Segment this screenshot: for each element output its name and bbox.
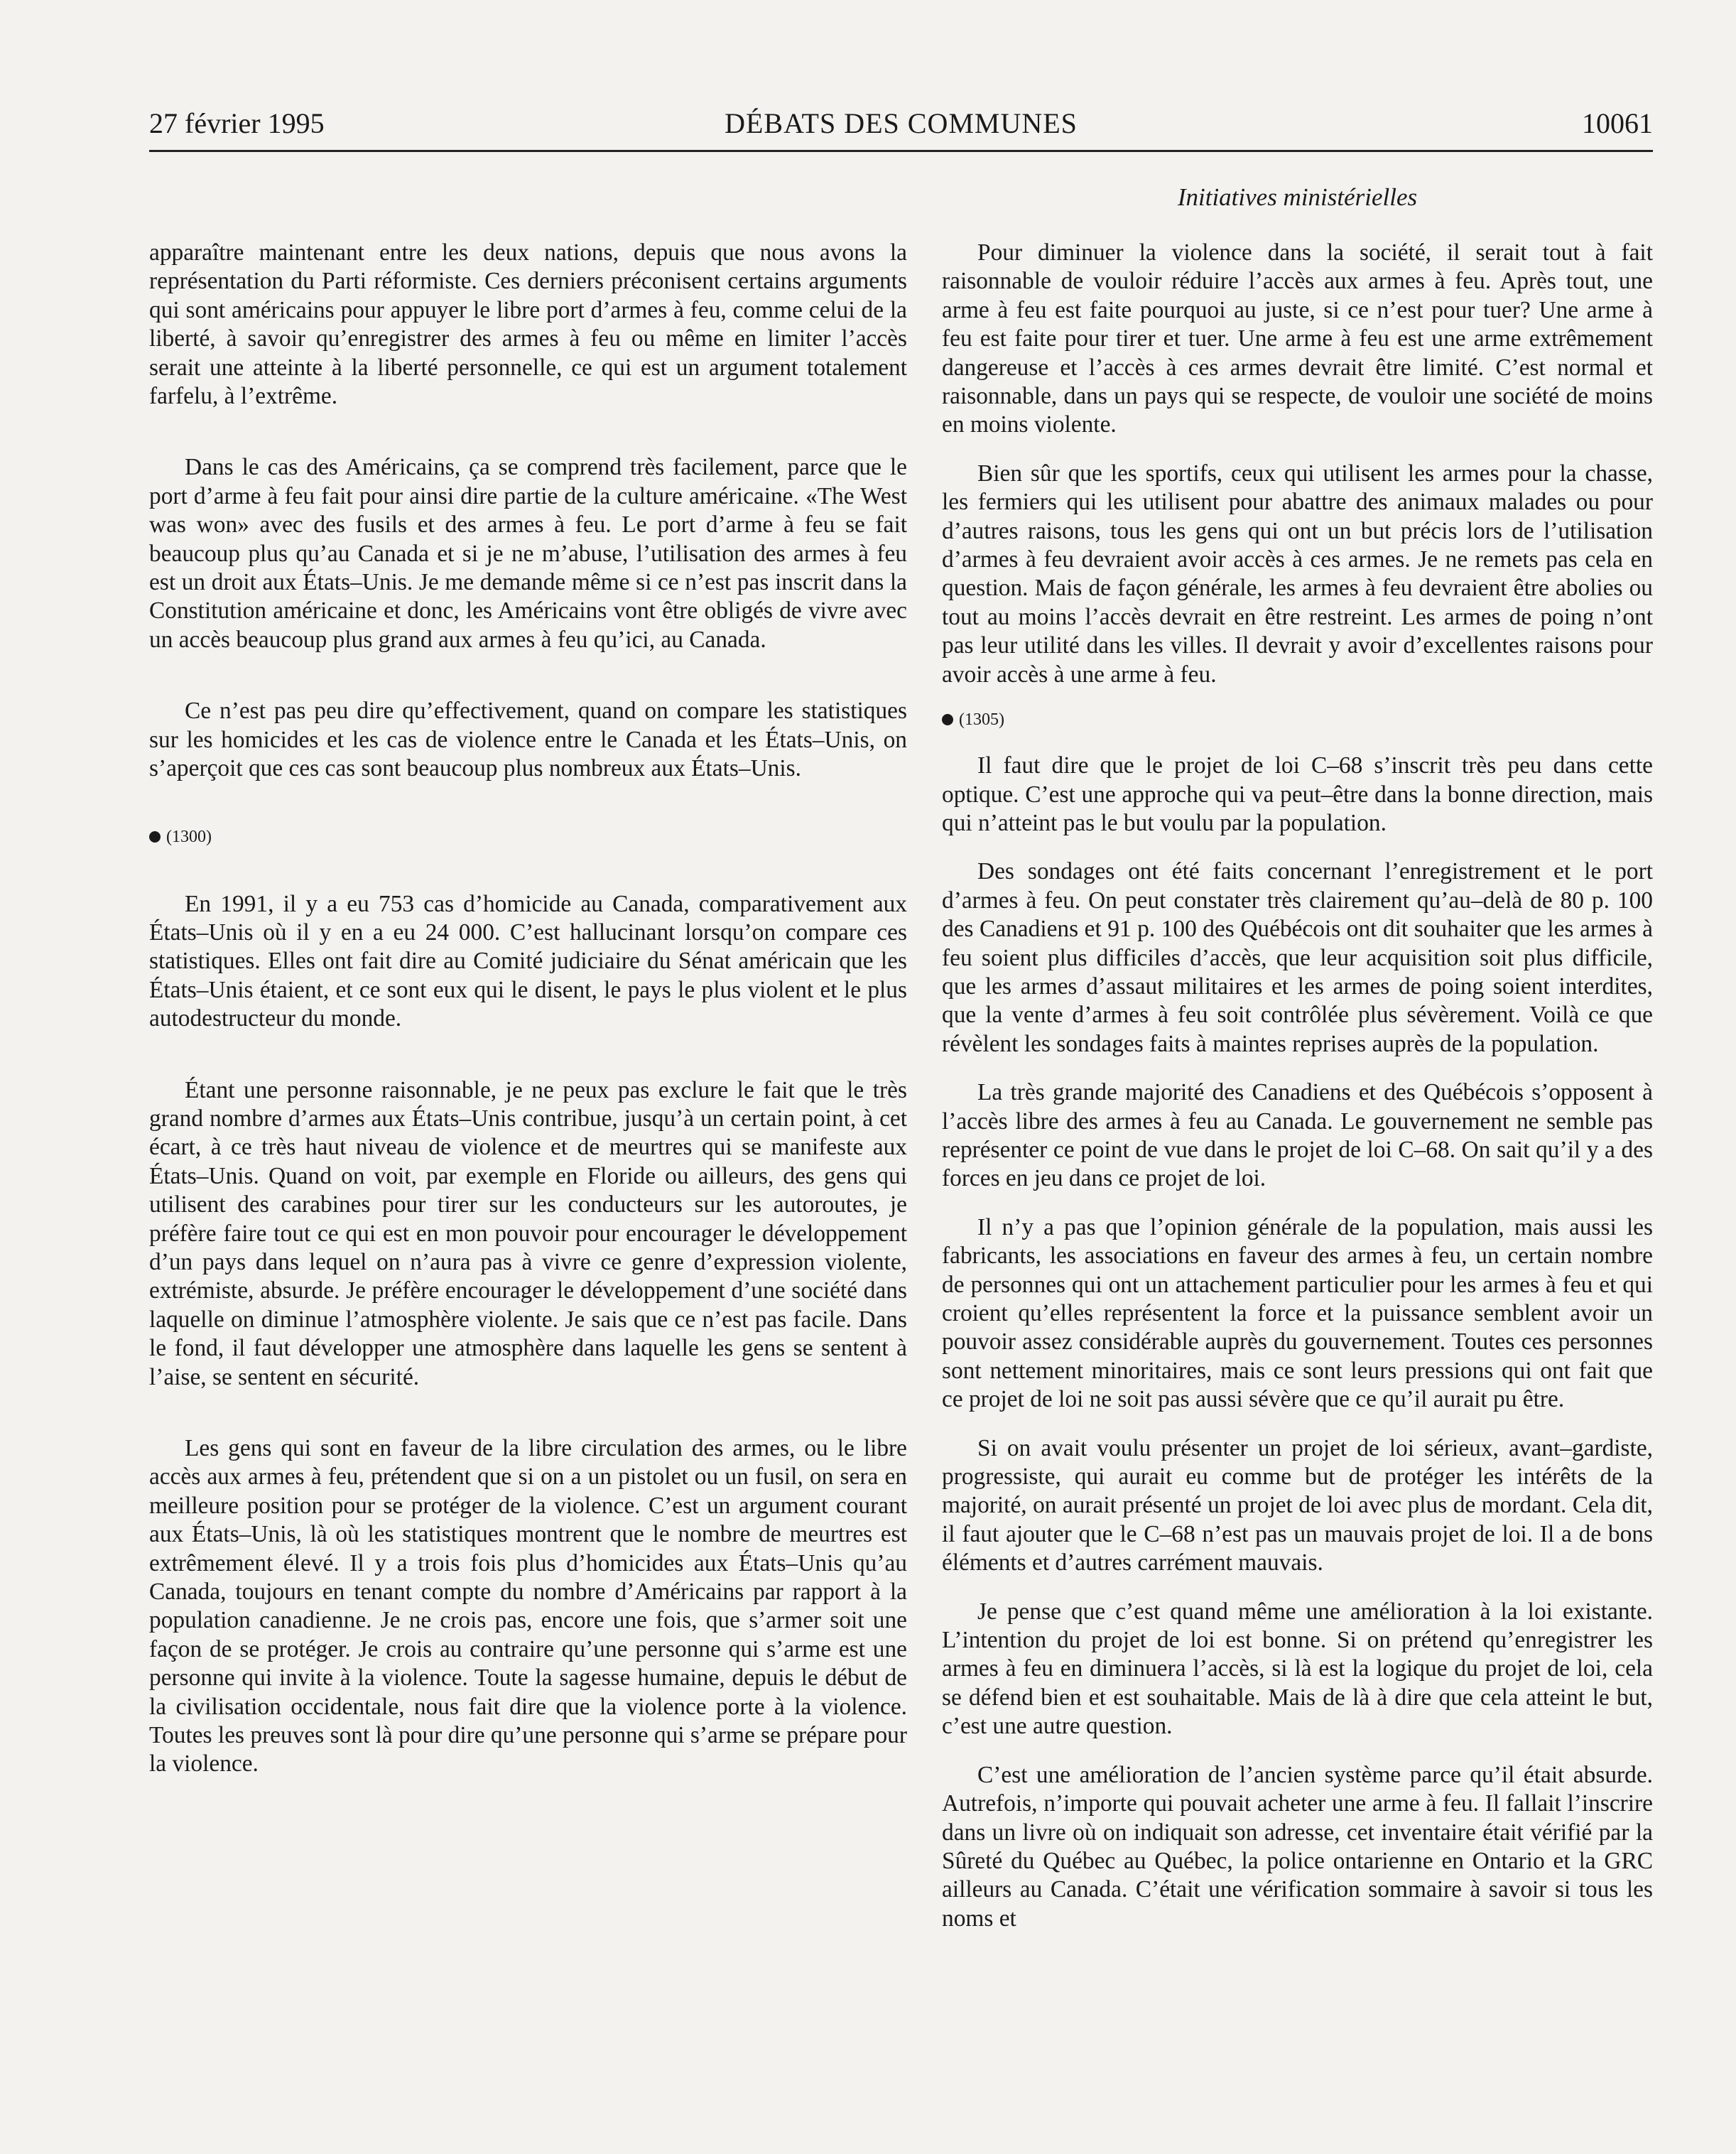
header-page-number: 10061	[1582, 107, 1653, 139]
paragraph: Des sondages ont été faits concernant l’enregistrement et le port d’armes à feu. On peut constater très clairement qu’au–delà de 80 p. 100 des Canadiens et 91 p. 100 des Québécois ont dit souhaiter que les armes à feu soient plus difficiles d’accès, que leur acquisition soit plus difficile, que les armes d’assaut militaires et les armes de poing soient interdites, que la vente d’armes à feu soit contrôlée plus sévèrement. Voilà ce que révèlent les sondages faits à maintes reprises auprès de la population.	[942, 858, 1653, 1057]
header-title: DÉBATS DES COMMUNES	[725, 107, 1078, 139]
header-rule	[149, 150, 1653, 152]
header-date: 27 février 1995	[149, 107, 325, 139]
paragraph: Il n’y a pas que l’opinion générale de la population, mais aussi les fabricants, les associations en faveur des armes à feu, un certain nombre de personnes qui ont un attachement particulier pour les armes à feu et qui croient qu’elles représentent la force et la puissance semblent avoir un pouvoir assez considérable auprès du gouvernement. Toutes ces personnes sont nettement minoritaires, mais ce sont leurs pressions qui ont fait que ce projet de loi ne soit pas aussi sévère que ce qu’il aurait pu être.	[942, 1213, 1653, 1413]
section-heading: Initiatives ministérielles	[1177, 183, 1418, 211]
bullet-dot-icon	[149, 831, 161, 843]
paragraph: C’est une amélioration de l’ancien système parce qu’il était absurde. Autrefois, n’importe qui pouvait acheter une arme à feu. Il fallait l’inscrire dans un livre où on indiquait son adresse, cet inventaire était vérifié par la Sûreté du Québec au Québec, la police ontarienne en Ontario et la GRC ailleurs au Canada. C’était une vérification sommaire à savoir si tous les noms et	[942, 1761, 1653, 1932]
paragraph: En 1991, il y a eu 753 cas d’homicide au Canada, comparativement aux États–Unis où il y en a eu 24 000. C’est hallucinant lorsqu’on compare ces statistiques. Elles ont fait dire au Comité judiciaire du Sénat américain que les États–Unis étaient, et ce sont eux qui le disent, le pays le plus violent et le plus autodestructeur du monde.	[149, 890, 907, 1032]
paragraph: apparaître maintenant entre les deux nations, depuis que nous avons la représentation du Parti réformiste. Ces derniers préconisent certains arguments qui sont américains pour appuyer le libre port d’armes à feu, comme celui de la liberté, à savoir qu’enregistrer des armes à feu ou même en limiter l’accès serait une atteinte à la liberté personnelle, ce qui est un argument totalement farfelu, à l’extrême.	[149, 239, 907, 410]
paragraph: La très grande majorité des Canadiens et des Québécois s’opposent à l’accès libre des armes à feu au Canada. Le gouvernement ne semble pas représenter ce point de vue dans le projet de loi C–68. On sait qu’il y a des forces en jeu dans ce projet de loi.	[942, 1079, 1653, 1192]
paragraph: Ce n’est pas peu dire qu’effectivement, quand on compare les statistiques sur les homicides et les cas de violence entre le Canada et les États–Unis, on s’aperçoit que ces cas sont beaucoup plus nombreux aux États–Unis.	[149, 698, 907, 782]
bullet-dot-icon	[942, 714, 953, 725]
paragraph: Dans le cas des Américains, ça se comprend très facilement, parce que le port d’arme à feu fait pour ainsi dire partie de la culture américaine. «The West was won» avec des fusils et des armes à feu. Le port d’arme à feu se fait beaucoup plus qu’au Canada et si je ne m’abuse, l’utilisation des armes à feu est un droit aux États–Unis. Je me demande même si ce n’est pas inscrit dans la Constitution américaine et donc, les Américains vont être obligés de vivre avec un accès beaucoup plus grand aux armes à feu qu’ici, au Canada.	[149, 454, 907, 653]
time-marker	[149, 826, 907, 848]
time-marker-label: (1300)	[166, 827, 212, 846]
paragraph: Bien sûr que les sportifs, ceux qui utilisent les armes pour la chasse, les fermiers qui les utilisent pour abattre des animaux malades ou pour d’autres raisons, tous les gens qui ont un but précis lors de l’utilisation d’armes à feu devraient avoir accès à ces armes. Je ne remets pas cela en question. Mais de façon générale, les armes à feu devraient être abolies ou tout au moins l’accès devrait en être restreint. Les armes de poing n’ont pas leur utilité dans les villes. Il devrait y avoir d’excellentes raisons pour avoir accès à une arme à feu.	[942, 460, 1653, 688]
page-header	[149, 107, 1653, 149]
paragraph: Je pense que c’est quand même une amélioration à la loi existante. L’intention du projet de loi est bonne. Si on prétend qu’enregistrer les armes à feu en diminuera l’accès, si là est la logique du projet de loi, cela se défend bien et est souhaitable. Mais de là à dire que cela atteint le but, c’est une autre question.	[942, 1598, 1653, 1740]
paragraph: Pour diminuer la violence dans la société, il serait tout à fait raisonnable de vouloir réduire l’accès aux armes à feu. Après tout, une arme à feu est faite pourquoi au juste, si ce n’est pour tuer? Une arme à feu est faite pour tirer et tuer. Une arme à feu est une arme extrêmement dangereuse et l’accès à ces armes devrait être limité. C’est normal et raisonnable, dans un pays qui se respecte, de vouloir une société de moins en moins violente.	[942, 239, 1653, 438]
paragraph: Si on avait voulu présenter un projet de loi sérieux, avant–gardiste, progressiste, qui aurait eu comme but de protéger les intérêts de la majorité, on aurait présenté un projet de loi avec plus de mordant. Cela dit, il faut ajouter que le C–68 n’est pas un mauvais projet de loi. Il a de bons éléments et d’autres carrément mauvais.	[942, 1434, 1653, 1576]
paragraph: Étant une personne raisonnable, je ne peux pas exclure le fait que le très grand nombre d’armes aux États–Unis contribue, jusqu’à un certain point, à cet écart, à ce très haut niveau de violence et de meurtres qui se manifeste aux États–Unis. Quand on voit, par exemple en Floride ou ailleurs, des gens qui utilisent des carabines pour tirer sur les conducteurs sur les autoroutes, je préfère faire tout ce qui est en mon pouvoir pour encourager le développement d’un pays dans lequel on n’aura pas à vivre ce genre d’expression violente, extrémiste, absurde. Je préfère encourager le développement d’une société dans laquelle on diminue l’atmosphère violente. Je sais que ce n’est pas facile. Dans le fond, il faut développer une atmosphère dans laquelle les gens se sentent à l’aise, se sentent en sécurité.	[149, 1076, 907, 1390]
paragraph: Les gens qui sont en faveur de la libre circulation des armes, ou le libre accès aux armes à feu, prétendent que si on a un pistolet ou un fusil, on sera en meilleure position pour se protéger de la violence. C’est un argument courant aux États–Unis, là où les statistiques montrent que le nombre de meurtres est extrêmement élevé. Il y a trois fois plus d’homicides aux États–Unis qu’au Canada, toujours en tenant compte du nombre d’Américains par rapport à la population canadienne. Je ne crois pas, encore une fois, que s’armer soit une façon de se protéger. Je crois au contraire qu’une personne qui s’arme est une personne qui invite à la violence. Toute la sagesse humaine, depuis le début de la civilisation occidentale, nous fait dire que la violence porte à la violence. Toutes les preuves sont là pour dire qu’une personne qui s’arme se prépare pour la violence.	[149, 1435, 907, 1777]
time-marker-label: (1305)	[959, 710, 1004, 730]
paragraph: Il faut dire que le projet de loi C–68 s’inscrit très peu dans cette optique. C’est une approche qui va peut–être dans la bonne direction, mais qui n’atteint pas le but voulu par la population.	[942, 752, 1653, 836]
left-column	[149, 239, 907, 1822]
time-marker	[942, 709, 1653, 730]
right-column	[942, 239, 1653, 1953]
